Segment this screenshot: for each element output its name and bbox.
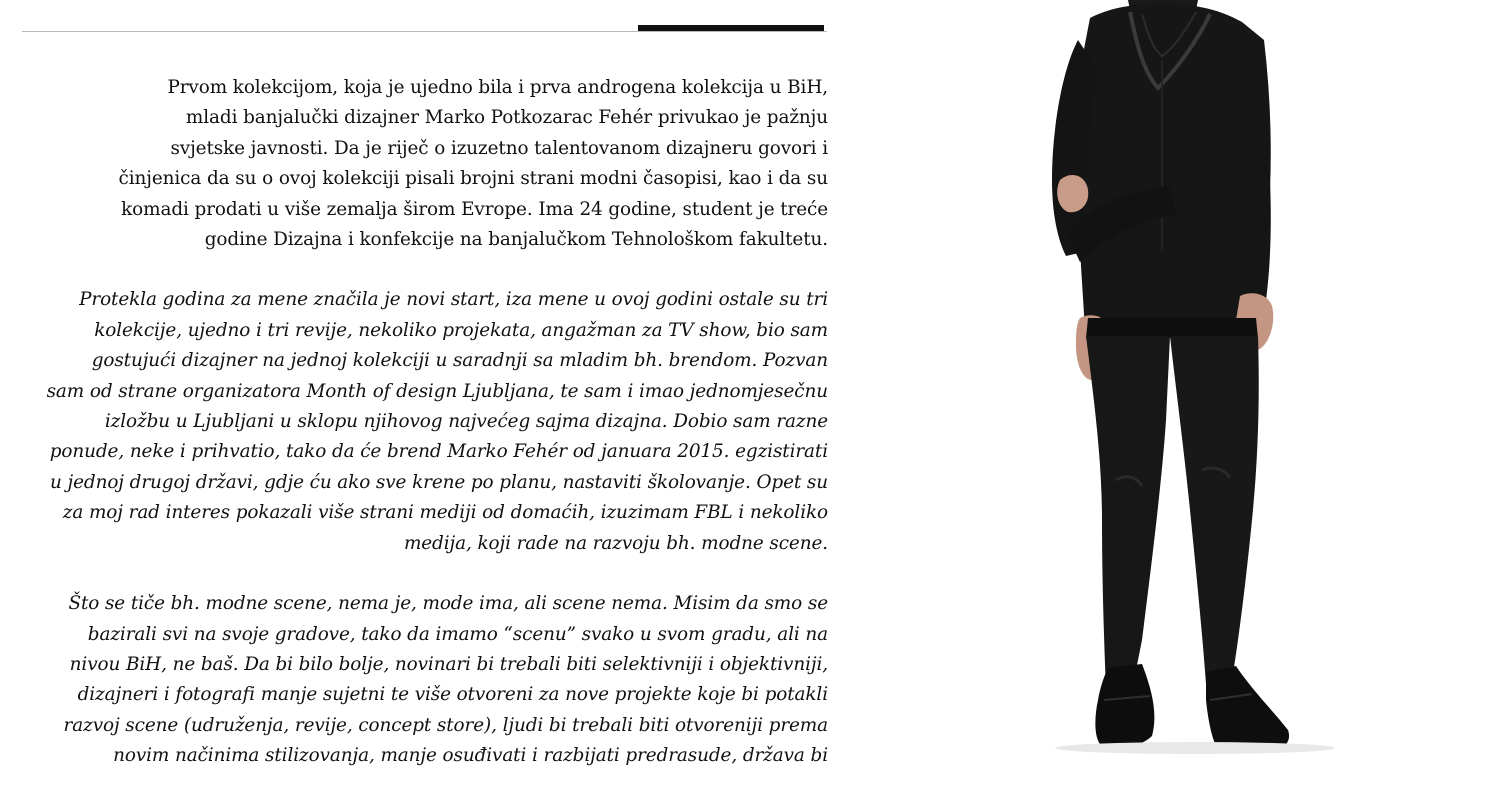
text-line: razvoj scene (udruženja, revije, concept store), ljudi bi trebali biti otvoreniji prema — [63, 714, 828, 736]
text-line: nivou BiH, ne baš. Da bi bilo bolje, novinari bi trebali biti selektivniji i objektivniji, — [69, 653, 828, 675]
text-line: u jednoj drugoj državi, gdje ću ako sve krene po planu, nastaviti školovanje. Opet su — [50, 471, 828, 493]
text-line: sam od strane organizatora Month of design Ljubljana, te sam i imao jednomjesečnu — [46, 380, 828, 402]
quote-paragraph — [30, 285, 828, 559]
text-line: novim načinima stilizovanja, manje osuđivati i razbijati predrasude, država bi — [113, 745, 828, 767]
text-line: godine Dizajna i konfekcije na banjalučkom Tehnološkom fakultetu. — [204, 229, 828, 251]
text-line: činjenica da su o ovoj kolekciji pisali brojni strani modni časopisi, kao i da su — [118, 168, 828, 190]
designer-figure-illustration — [880, 0, 1500, 750]
text-line: komadi prodati u više zemalja širom Evrope. Ima 24 godine, student je treće — [121, 198, 828, 220]
text-line: Prvom kolekcijom, koja je ujedno bila i prva androgena kolekcija u BiH, — [167, 77, 828, 98]
text-line: svjetske javnosti. Da je riječ o izuzetno talentovanom dizajneru govori i — [170, 137, 828, 159]
text-line: ponude, neke i prihvatio, tako da će brend Marko Fehér od januara 2015. egzistirati — [49, 441, 828, 463]
text-line: mladi banjalučki dizajner Marko Potkozarac Fehér privukao je pažnju — [185, 107, 828, 129]
intro-paragraph — [30, 73, 828, 255]
designer-photo — [880, 0, 1500, 750]
article-body — [30, 73, 828, 802]
text-line: bazirali svi na svoje gradove, tako da imamo “scenu” svako u svom gradu, ali na — [87, 623, 828, 645]
text-line: gostujući dizajner na jednoj kolekciji u saradnji sa mladim bh. brendom. Pozvan — [91, 350, 828, 372]
header-divider — [22, 31, 827, 32]
text-line: medija, koji rade na razvoju bh. modne scene. — [403, 532, 828, 554]
text-line: za moj rad interes pokazali više strani mediji od domaćih, izuzimam FBL i nekoliko — [62, 502, 828, 524]
text-line: izložbu u Ljubljani u sklopu njihovog najvećeg sajma dizajna. Dobio sam razne — [104, 411, 828, 433]
text-line: Protekla godina za mene značila je novi start, iza mene u ovoj godini ostale su tri — [79, 289, 828, 311]
text-line: dizajneri i fotografi manje sujetni te više otvoreni za nove projekte koje bi potakli — [77, 684, 828, 706]
text-line: Što se tiče bh. modne scene, nema je, mode ima, ali scene nema. Misim da smo se — [68, 593, 828, 615]
quote-paragraph — [30, 589, 828, 771]
text-line: kolekcije, ujedno i tri revije, nekoliko projekata, angažman za TV show, bio sam — [94, 319, 828, 341]
